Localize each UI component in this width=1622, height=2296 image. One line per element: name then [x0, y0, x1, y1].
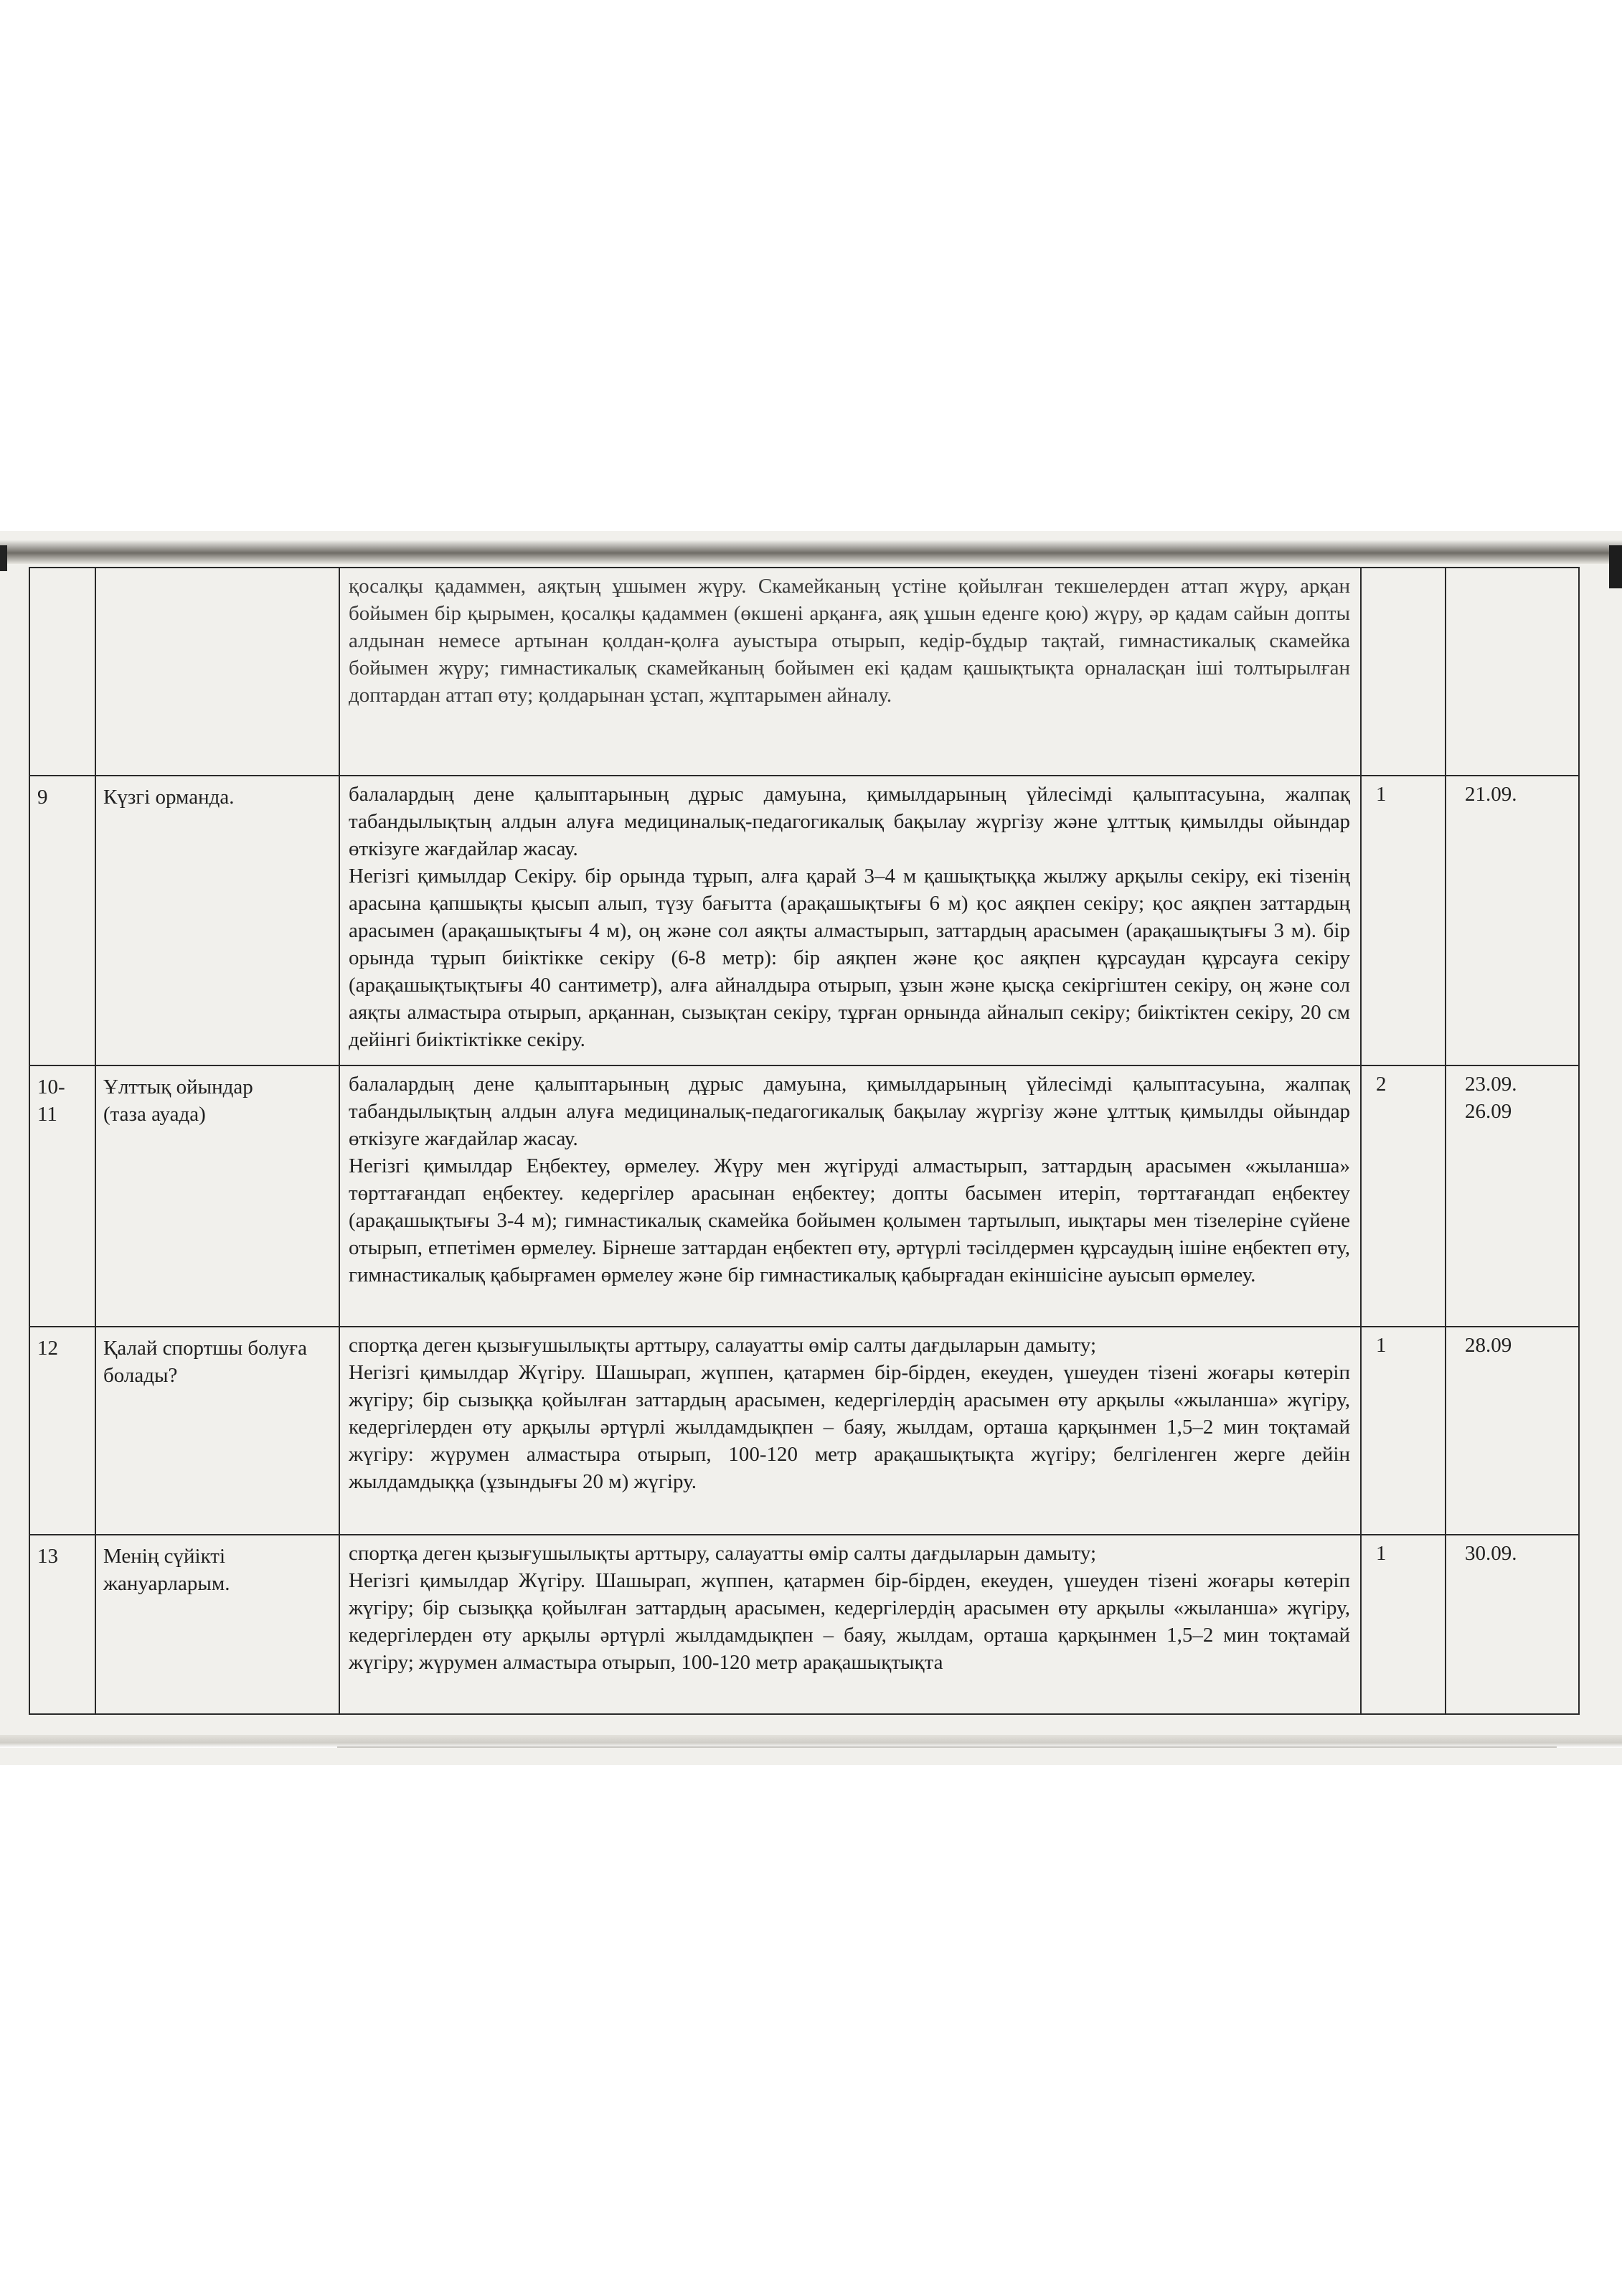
row-content-text: Негізгі қимылдар Жүгіру. Шашырап, жүппен, қатармен бір-бірден, екеуден, үшеуден тізені жоғары көтеріп жүгіру; бір сызыққа қойылған заттардың арасымен, кедергілердің арасымен өту арқылы «жыланша» жүгіру, кедергілерден өту арқылы әртүрлі жылдамдықпен – баяу, жылдам, орташа қарқынмен 1,5–2 мин тоқтамай жүгіру: жүрумен алмастыра отырып, 100-120 метр арақашықтықта жүгіру; белгіленген жерге дейін жылдамдыққа (ұзындығы 20 м) жүгіру. [349, 1361, 1350, 1493]
row-goal-text: спортқа деген қызығушылықты арттыру, салауатты өмір салты дағдыларын дамыту; [349, 1334, 1097, 1357]
row-number [29, 568, 95, 776]
row-topic [95, 568, 339, 776]
sheet-top-shadow [0, 540, 1622, 564]
row-number: 9 [29, 776, 95, 1065]
row-hours: 2 [1361, 1065, 1446, 1327]
table-row [29, 1065, 1579, 1327]
table-row [29, 568, 1579, 776]
row-date [1446, 568, 1579, 776]
lesson-plan-table [29, 567, 1580, 1715]
row-number: 12 [29, 1327, 95, 1535]
row-content-text: Негізгі қимылдар Еңбектеу, өрмелеу. Жүру мен жүгіруді алмастырып, заттардың арасымен «жыланша» төрттағандап еңбектеу. кедергілер арасынан еңбектеу; допты басымен итеріп, төрттағандап еңбектеу (арақашықтығы 3-4 м); гимнастикалық скамейка бойымен қолымен тартылып, иықтары мен тізелеріне сүйене отырып, етпетімен өрмелеу. Бірнеше заттардан еңбектеп өту, әртүрлі тәсілдермен құрсаудың ішіне еңбектеп өту, гимнастикалық қабырғамен өрмелеу және бір гимнастикалық қабырғадан екіншісіне ауысып өрмелеу. [349, 1154, 1350, 1286]
row-topic: Күзгі орманда. [95, 776, 339, 1065]
table-row [29, 1535, 1579, 1714]
sheet-bottom-line [337, 1746, 1557, 1748]
row-topic: Қалай спортшы болуға болады? [95, 1327, 339, 1535]
row-content [339, 1065, 1361, 1327]
sheet-right-edge [1609, 545, 1622, 588]
row-number: 10- 11 [29, 1065, 95, 1327]
row-content [339, 1535, 1361, 1714]
row-content-text: Негізгі қимылдар Секіру. бір орында тұрып, алға қарай 3–4 м қашықтыққа жылжу арқылы секіру, екі тізенің арасына қапшықты қысып алып, түзу бағытта (арақашықтығы 6 м) қос аяқпен секіру; қос аяқпен заттардың арасымен (арақашықтығы 4 м), оң және сол аяқты алмастырып, заттардың арасымен (арақашықтығы 3 м). бір орында тұрып биіктікке секіру (6-8 метр): бір аяқпен және қос аяқпен құрсаудан құрсауға секіру (арақашықтықтығы 40 сантиметр), алға айналдыра отырып, ұзын және қысқа секіргіштен секіру, оң және сол аяқты алмастыра отырып, арқаннан, сызықтан секіру, тұрған орнында айналып секіру; биіктіктен секіру, 20 см дейінгі биіктіктікке секіру. [349, 865, 1350, 1051]
row-date: 30.09. [1446, 1535, 1579, 1714]
row-topic: Менің сүйікті жануарларым. [95, 1535, 339, 1714]
row-date: 28.09 [1446, 1327, 1579, 1535]
row-content-text: Негізгі қимылдар Жүгіру. Шашырап, жүппен, қатармен бір-бірден, екеуден, үшеуден тізені жоғары көтеріп жүгіру; бір сызыққа қойылған заттардың арасымен, кедергілердің арасымен өту арқылы «жыланша» жүгіру, кедергілерден өту арқылы әртүрлі жылдамдықпен – баяу, жылдам, орташа қарқынмен 1,5–2 мин тоқтамай жүгіру; жүрумен алмастыра отырып, 100-120 метр арақашықтықта [349, 1569, 1350, 1674]
row-date: 21.09. [1446, 776, 1579, 1065]
row-topic: Ұлттық ойындар (таза ауада) [95, 1065, 339, 1327]
row-content [339, 1327, 1361, 1535]
table-row [29, 776, 1579, 1065]
row-hours: 1 [1361, 1535, 1446, 1714]
row-number: 13 [29, 1535, 95, 1714]
row-goal-text: балалардың дене қалыптарының дұрыс дамуына, қимылдарының үйлесімді қалыптасуына, жалпақ табандылықтың алдын алуға медициналық-педагогикалық бақылау жүргізу және ұлттық қимылды ойындар өткізуге жағдайлар жасау. [349, 783, 1350, 860]
row-hours: 1 [1361, 1327, 1446, 1535]
row-content [339, 568, 1361, 776]
table-row [29, 1327, 1579, 1535]
sheet-left-edge [0, 545, 7, 571]
row-content-text: қосалқы қадаммен, аяқтың ұшымен жүру. Скамейканың үстіне қойылған текшелерден аттап жүру, арқан бойымен бір қырымен, қосалқы қадаммен (өкшені арқанға, аяқ ұшын еденге қою) жүру, әр қадам сайын допты алдынан немесе артынан қолдан-қолға ауыстыра отырып, кедір-бұдыр тақтай, гимнастикалық скамейка бойымен жүру; гимнастикалық скамейканың бойымен екі қадам қашықтықта орналасқан іші толтырылған доптардан аттап өту; қолдарынан ұстап, жұптарымен айналу. [349, 575, 1350, 707]
row-content [339, 776, 1361, 1065]
row-date: 23.09. 26.09 [1446, 1065, 1579, 1327]
row-hours [1361, 568, 1446, 776]
row-hours: 1 [1361, 776, 1446, 1065]
row-goal-text: спортқа деген қызығушылықты арттыру, салауатты өмір салты дағдыларын дамыту; [349, 1542, 1097, 1565]
row-goal-text: балалардың дене қалыптарының дұрыс дамуына, қимылдарының үйлесімді қалыптасуына, жалпақ табандылықтың алдын алуға медициналық-педагогикалық бақылау жүргізу және ұлттық қимылды ойындар өткізуге жағдайлар жасау. [349, 1073, 1350, 1150]
